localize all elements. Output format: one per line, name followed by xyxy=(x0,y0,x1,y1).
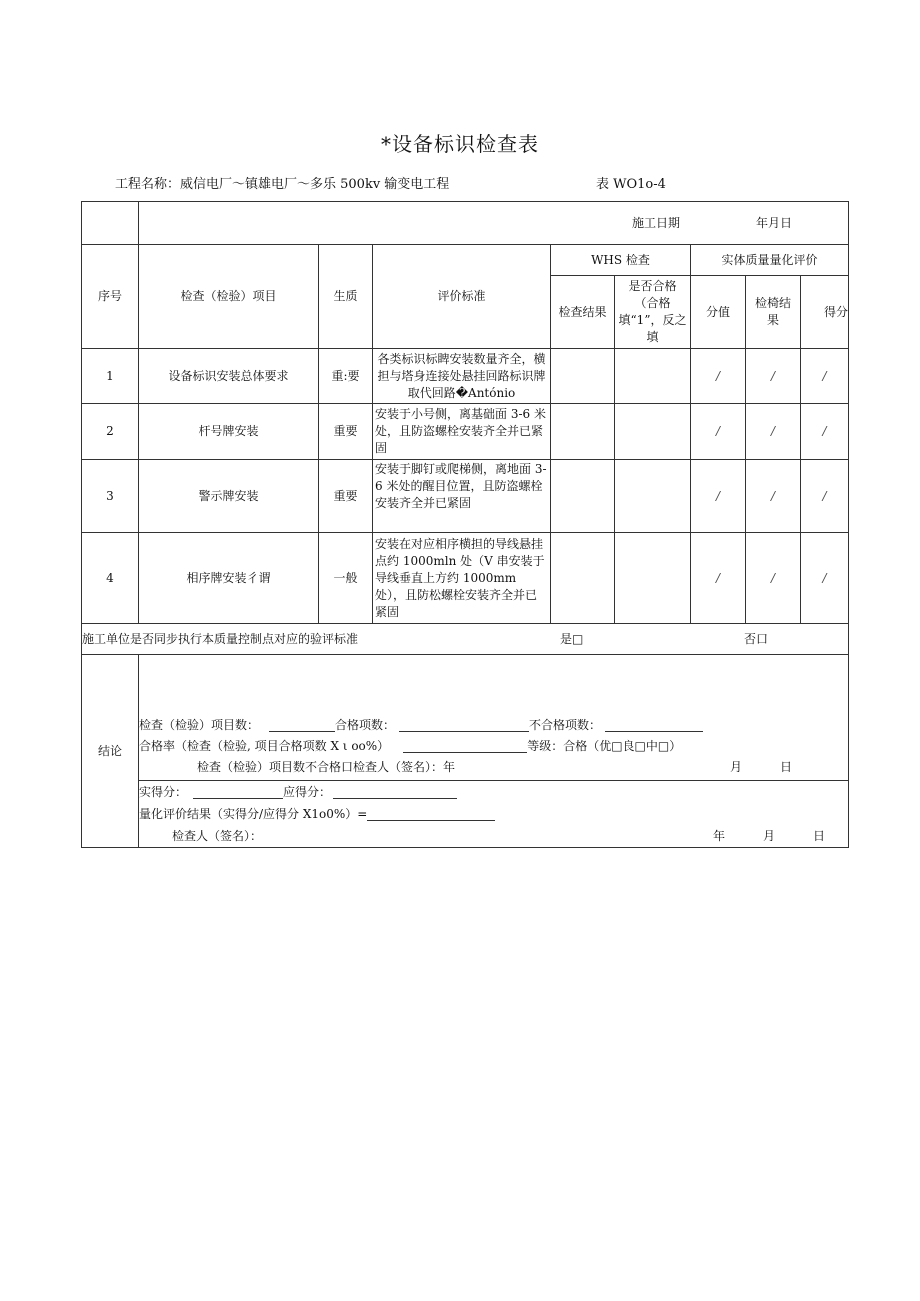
blank-cell xyxy=(82,202,139,245)
header-check-result: 检椅结果 xyxy=(746,276,801,349)
expected-score-field[interactable] xyxy=(333,786,457,799)
table-row xyxy=(82,533,849,624)
pass-count-label: 合格项数： xyxy=(335,718,396,732)
sync-standard-row xyxy=(82,624,849,655)
row-criteria: 安装在对应相序横担的导线悬挂点约 1000mln 处（V 串安装于导线垂直上方约 1000mm 处），且防松螺栓安装齐全并已紧固 xyxy=(373,533,551,624)
row-check-result: / xyxy=(746,349,801,404)
row-whs-pass-input[interactable] xyxy=(615,404,691,460)
conclusion-day: 日 xyxy=(780,760,793,774)
row-seq: 1 xyxy=(82,349,139,404)
row-seq: 3 xyxy=(82,460,139,533)
row-item: 相序牌安装彳谓 xyxy=(139,533,319,624)
row-whs-result-input[interactable] xyxy=(551,349,615,404)
quant-result-label: 量化评价结果（实得分/应得分 X1o0%）= xyxy=(139,807,368,821)
row-criteria: 各类标识标睥安装数量齐全，横担与塔身连接处悬挂回路标识牌取代回路�António xyxy=(373,349,551,404)
inspection-table xyxy=(81,201,849,848)
header-score-value: 分值 xyxy=(691,276,746,349)
header-seq: 序号 xyxy=(82,245,139,349)
row-item: 警示牌安装 xyxy=(139,460,319,533)
conclusion-month: 月 xyxy=(730,760,743,774)
row-check-result: / xyxy=(746,533,801,624)
row-item: 设备标识安装总体要求 xyxy=(139,349,319,404)
row-whs-result-input[interactable] xyxy=(551,533,615,624)
date-row xyxy=(82,202,849,245)
row-score: / xyxy=(801,533,849,624)
row-nature: 重要 xyxy=(319,404,373,460)
fail-count-field[interactable] xyxy=(605,719,703,732)
construction-date-value: 年月日 xyxy=(756,215,793,230)
row-whs-pass-input[interactable] xyxy=(615,533,691,624)
row-score-value: / xyxy=(691,460,746,533)
row-score-value: / xyxy=(691,349,746,404)
sync-no-checkbox[interactable]: 否口 xyxy=(744,631,769,646)
fail-count-label: 不合格项数： xyxy=(529,718,602,732)
row-whs-pass-input[interactable] xyxy=(615,349,691,404)
table-row xyxy=(82,404,849,460)
row-nature: 重:要 xyxy=(319,349,373,404)
row-item: 杆号牌安装 xyxy=(139,404,319,460)
items-count-label: 检查（检验）项目数： xyxy=(139,718,260,732)
actual-score-label: 实得分： xyxy=(139,785,188,799)
form-number: 表 WO1o-4 xyxy=(596,177,666,192)
table-row xyxy=(82,349,849,404)
row-criteria: 安装于脚钉或爬梯侧，离地面 3-6 米处的醒目位置，且防盗螺栓安装齐全并已紧固 xyxy=(373,460,551,533)
row-check-result: / xyxy=(746,460,801,533)
row-score-value: / xyxy=(691,404,746,460)
header-whs-result: 检查结果 xyxy=(551,276,615,349)
header-criteria: 评价标准 xyxy=(373,245,551,349)
sync-standard-question: 施工单位是否同步执行本质量控制点对应的验评标准 xyxy=(82,631,359,646)
row-score-value: / xyxy=(691,533,746,624)
row-whs-result-input[interactable] xyxy=(551,460,615,533)
table-row xyxy=(82,460,849,533)
row-check-result: / xyxy=(746,404,801,460)
header-quant-group: 实体质量量化评价 xyxy=(691,245,849,276)
inspector-signature-label: 检查人（签名）： xyxy=(172,829,263,843)
row-seq: 4 xyxy=(82,533,139,624)
pass-rate-field[interactable] xyxy=(403,740,527,753)
expected-score-label: 应得分： xyxy=(283,785,332,799)
scoring-day: 日 xyxy=(813,829,826,843)
header-score: 得分 xyxy=(801,276,849,349)
scoring-row xyxy=(82,781,849,848)
scoring-year: 年 xyxy=(713,829,726,843)
header-whs-group: WHS 检查 xyxy=(551,245,691,276)
row-seq: 2 xyxy=(82,404,139,460)
scoring-month: 月 xyxy=(763,829,776,843)
row-score: / xyxy=(801,460,849,533)
row-score: / xyxy=(801,349,849,404)
header-item: 检查（检验）项目 xyxy=(139,245,319,349)
construction-date-label: 施工日期 xyxy=(632,215,681,230)
inspection-sheet xyxy=(81,201,848,848)
pass-rate-label: 合格率（检查（检验, 项目合格项数 X ι oo%） xyxy=(139,739,390,753)
row-score: / xyxy=(801,404,849,460)
pass-count-field[interactable] xyxy=(399,719,529,732)
grade-label[interactable]: 等级：合格（优□良□中□） xyxy=(527,739,682,753)
row-whs-result-input[interactable] xyxy=(551,404,615,460)
items-count-field[interactable] xyxy=(269,719,335,732)
quant-result-field[interactable] xyxy=(367,808,495,821)
row-criteria: 安装于小号侧，离基础面 3-6 米处，且防盗螺栓安装齐全并已紧固 xyxy=(373,404,551,460)
conclusion-label: 结论 xyxy=(82,655,139,848)
row-nature: 重要 xyxy=(319,460,373,533)
actual-score-field[interactable] xyxy=(193,786,283,799)
row-whs-pass-input[interactable] xyxy=(615,460,691,533)
conclusion-sign-line: 检查（检验）项目数不合格口检查人（签名）：年 xyxy=(197,760,456,774)
header-whs-pass: 是否合格（合格填“1”，反之填 xyxy=(615,276,691,349)
project-name: 工程名称：威信电厂～镇雄电厂～多乐 500kv 输变电工程 xyxy=(115,177,450,192)
header-row-1 xyxy=(82,245,849,276)
row-nature: 一般 xyxy=(319,533,373,624)
document-title: *设备标识检查表 xyxy=(381,132,539,156)
conclusion-row xyxy=(82,655,849,781)
sync-yes-checkbox[interactable]: 是□ xyxy=(560,631,584,646)
construction-date-cell[interactable] xyxy=(139,202,849,245)
header-nature: 生质 xyxy=(319,245,373,349)
